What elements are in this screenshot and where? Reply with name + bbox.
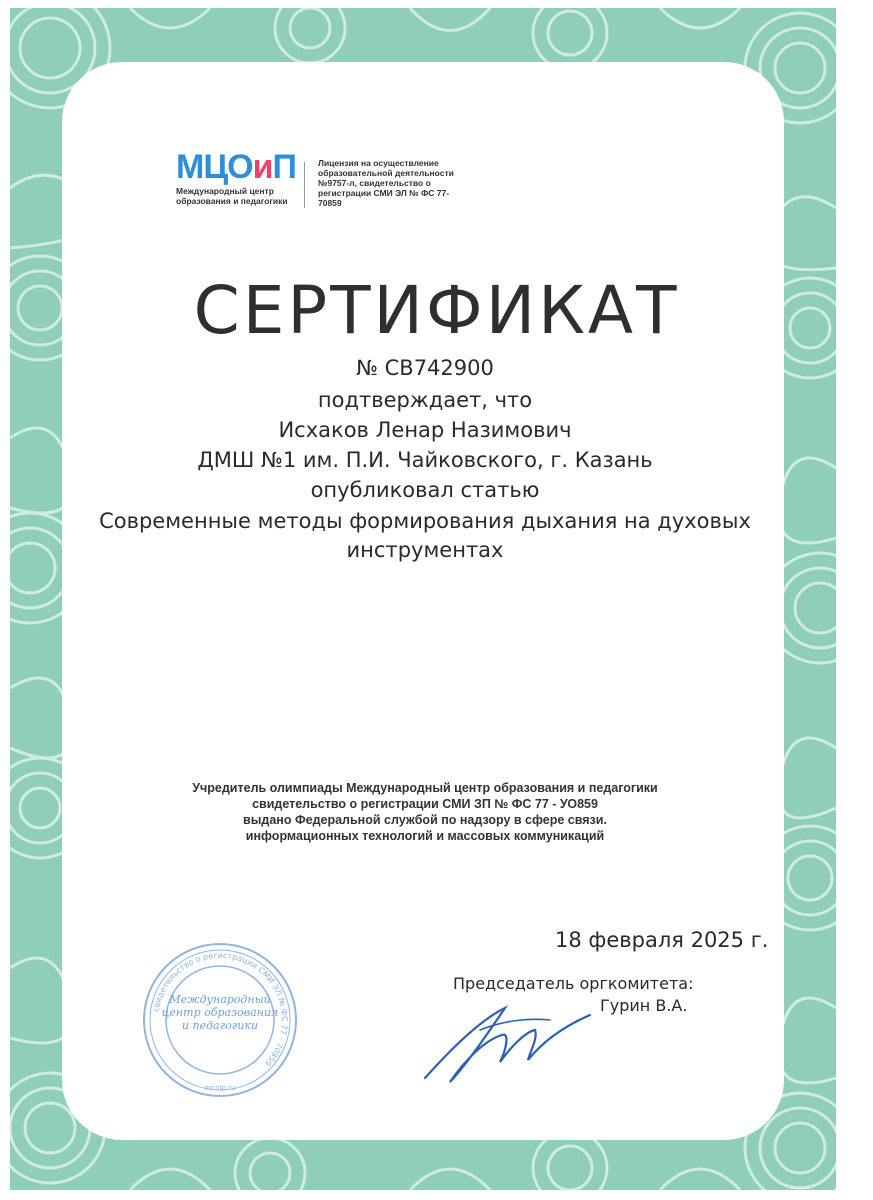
logo-divider	[304, 162, 305, 208]
article-title-line1: Современные методы формирования дыхания на духовых	[99, 509, 751, 533]
certificate-number: № СВ742900	[356, 356, 494, 380]
stamp-ring-text: свидетельство о регистрации СМИ ЭЛ № ФС 77 - 70859	[151, 950, 290, 1068]
founder-info	[0, 780, 850, 844]
stamp-bottom-text: mcoip.ru	[204, 1084, 236, 1092]
signature	[410, 990, 600, 1090]
founder-line: выдано Федеральной службой по надзору в сфере связи.	[243, 813, 607, 827]
chair-name: Гурин В.А.	[600, 996, 688, 1015]
logo	[176, 150, 306, 206]
chair-label: Председатель оргкомитета:	[453, 974, 694, 993]
founder-line: свидетельство о регистрации СМИ ЗП № ФС 77 - УО859	[252, 797, 598, 811]
action-text: опубликовал статью	[310, 478, 540, 502]
founder-line: информационных технологий и массовых коммуникаций	[245, 829, 605, 843]
logo-mark: МЦОиП	[176, 148, 296, 186]
stamp-center-text: Международный центр образования и педагогики	[161, 993, 279, 1032]
founder-line: Учредитель олимпиады Международный центр образования и педагогики	[192, 781, 658, 795]
recipient-organization: ДМШ №1 им. П.И. Чайковского, г. Казань	[197, 448, 653, 472]
recipient-name: Исхаков Ленар Назимович	[278, 418, 572, 442]
certificate-title: СЕРТИФИКАТ	[193, 272, 680, 349]
logo-subtitle: Международный центр образования и педагогики	[176, 186, 288, 206]
license-text: Лицензия на осуществление образовательной деятельности №9757-л, свидетельство о регистрации СМИ ЭЛ № ФС 77-70859	[318, 158, 454, 208]
article-title-line2: инструментах	[346, 538, 504, 562]
confirms-text: подтверждает, что	[317, 388, 533, 412]
issue-date: 18 февраля 2025 г.	[555, 928, 769, 952]
